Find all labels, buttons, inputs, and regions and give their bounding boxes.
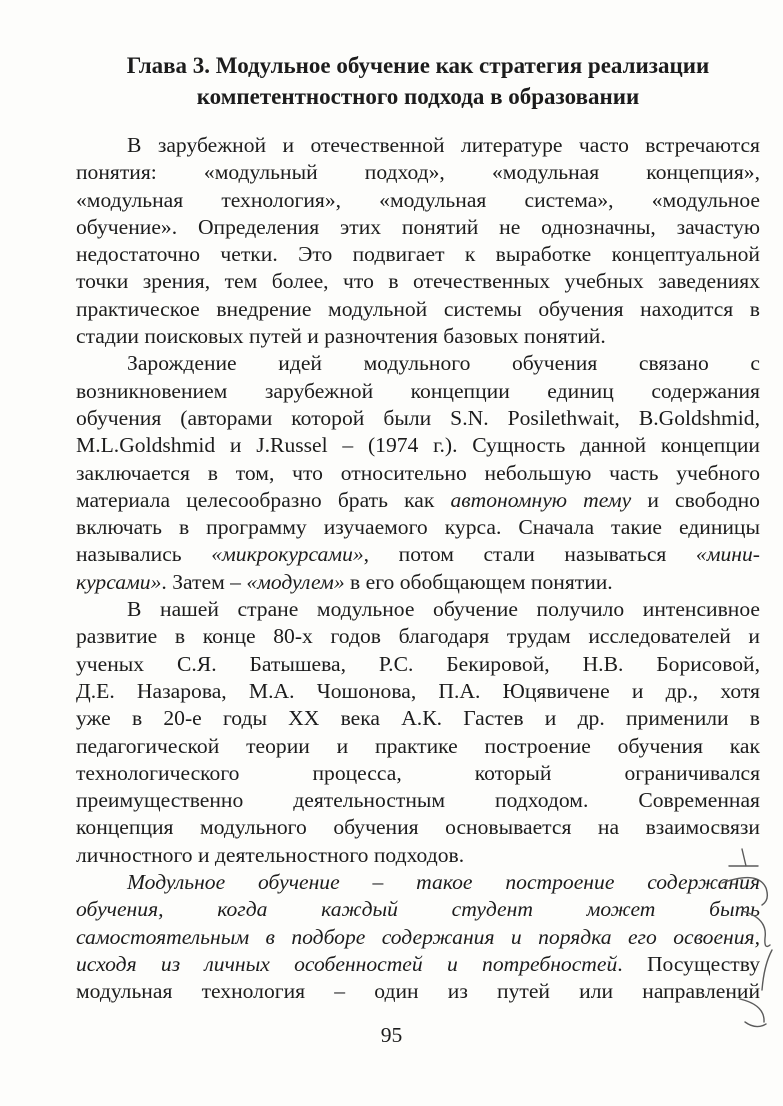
text-line: преимущественно деятельностным подходом. Современная: [76, 788, 760, 813]
page-body: [76, 50, 760, 1006]
text-line: возникновением зарубежной концепции единиц содержания: [76, 378, 760, 403]
chapter-title-line-1: Глава 3. Модульное обучение как стратегия реализации: [126, 53, 710, 78]
text-line-mixed: [76, 951, 760, 978]
text-line-mixed: [76, 487, 760, 514]
text-line: Д.Е. Назарова, М.А. Чошонова, П.А. Юцявичене и др., хотя: [76, 678, 760, 703]
chapter-title-line-2: компетентностного подхода в образовании: [196, 84, 640, 109]
text-line: технологического процесса, который ограничивался: [76, 760, 760, 785]
text-line: практическое внедрение модульной системы обучения находится в: [76, 296, 760, 321]
italic-term: «мини-: [695, 542, 760, 567]
italic-term: «модулем»: [246, 569, 345, 594]
text-line-italic: обучения, когда каждый студент может быть: [76, 897, 760, 922]
text-line: личностного и деятельностного подходов.: [76, 842, 465, 867]
italic-term: исходя из личных особенностей и потребностей: [76, 951, 618, 976]
text-line: В нашей стране модульное обучение получило интенсивное: [127, 597, 760, 622]
text-line: педагогической теории и практике построение обучения как: [76, 733, 760, 758]
paragraph-4: [76, 869, 760, 1005]
text-segment: . Затем –: [161, 569, 247, 594]
text-line: Зарождение идей модульного обучения связано с: [127, 351, 760, 376]
text-line: «модульная технология», «модульная система», «модульное: [76, 187, 760, 212]
text-line: ученых С.Я. Батышева, Р.С. Бекировой, Н.В. Борисовой,: [76, 651, 760, 676]
italic-term: курсами»: [76, 569, 162, 594]
text-line-mixed: [76, 569, 760, 596]
paragraph-1: [76, 132, 760, 350]
text-line: уже в 20-е годы XX века А.К. Гастев и др. применили в: [76, 706, 760, 731]
text-segment: и свободно: [631, 487, 760, 512]
text-segment: материала целесообразно брать как: [76, 487, 451, 512]
italic-term: автономную тему: [450, 487, 632, 512]
chapter-title: [76, 50, 760, 112]
text-line: стадии поисковых путей и разночтения базовых понятий.: [76, 324, 606, 349]
text-line-italic: Модульное обучение – такое построение содержания: [127, 870, 760, 895]
text-line: недостаточно четки. Это подвигает к выработке концептуальной: [76, 242, 760, 267]
italic-term: «микрокурсами»: [211, 542, 364, 567]
text-line-mixed: [76, 541, 760, 568]
text-segment: назывались: [76, 542, 212, 567]
page-number: 95: [380, 1023, 403, 1047]
text-line: обучение». Определения этих понятий не однозначны, зачастую: [76, 214, 760, 239]
text-line: точки зрения, тем более, что в отечественных учебных заведениях: [76, 269, 760, 294]
paragraph-3: [76, 596, 760, 869]
text-line: включать в программу изучаемого курса. Сначала такие единицы: [76, 515, 760, 540]
text-line-italic: самостоятельным в подборе содержания и порядка его освоения,: [76, 924, 760, 949]
text-segment: в его обобщающем понятии.: [344, 569, 613, 594]
text-segment: , потом стали называться: [363, 542, 696, 567]
text-line: В зарубежной и отечественной литературе часто встречаются: [127, 133, 760, 157]
paragraph-2: [76, 350, 760, 596]
text-line: развитие в конце 80-х годов благодаря трудам исследователей и: [76, 624, 760, 649]
text-line: заключается в том, что относительно небольшую часть учебного: [76, 460, 760, 485]
text-line: концепция модульного обучения основывается на взаимосвязи: [76, 815, 760, 840]
text-line: M.L.Goldshmid и J.Russel – (1974 г.). Сущность данной концепции: [76, 433, 760, 458]
text-segment: . Посуществу: [617, 951, 760, 976]
text-line: обучения (авторами которой были S.N. Posilethwait, B.Goldshmid,: [76, 405, 760, 430]
text-line: модульная технология – один из путей или направлений: [76, 979, 760, 1004]
text-line: понятия: «модульный подход», «модульная концепция»,: [76, 160, 760, 185]
